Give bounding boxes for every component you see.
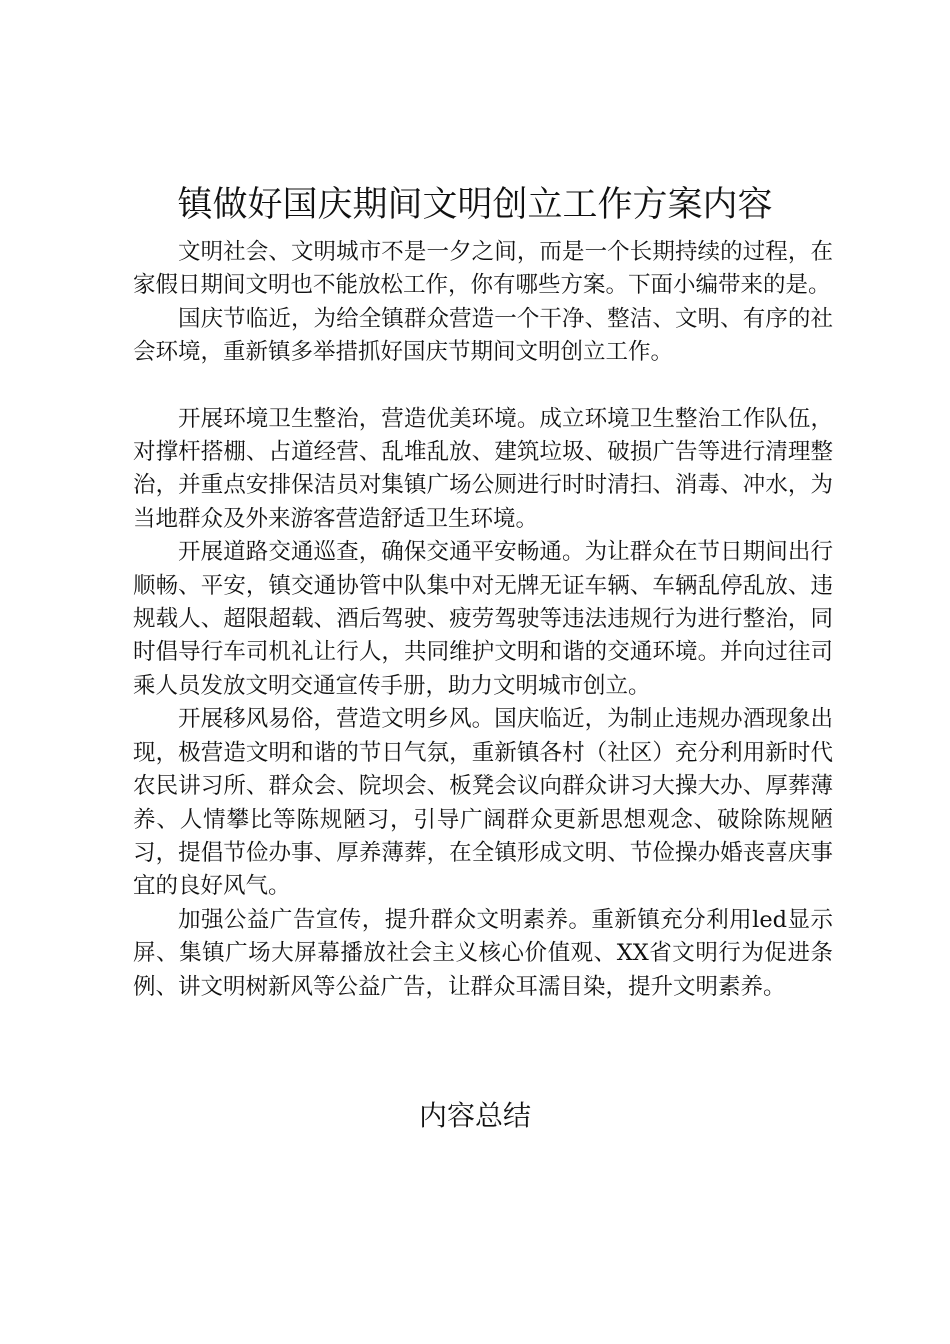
document-body [133, 236, 833, 1004]
paragraph-customs: 开展移风易俗，营造文明乡风。国庆临近，为制止违规办酒现象出现，极营造文明和谐的节日气氛，重新镇各村（社区）充分利用新时代农民讲习所、群众会、院坝会、板凳会议向群众讲习大操大办、厚葬薄养、人情攀比等陈规陋习，引导广阔群众更新思想观念、破除陈规陋习，提倡节俭办事、厚养薄葬，在全镇形成文明、节俭操办婚丧喜庆事宜的良好风气。 [133, 706, 833, 900]
paragraph-publicity: 加强公益广告宣传，提升群众文明素养。重新镇充分利用led显示屏、集镇广场大屏幕播放社会主义核心价值观、XX省文明行为促进条例、讲文明树新风等公益广告，让群众耳濡目染，提升文明素养。 [133, 906, 833, 1000]
paragraph-traffic: 开展道路交通巡查，确保交通平安畅通。为让群众在节日期间出行顺畅、平安，镇交通协管中队集中对无牌无证车辆、车辆乱停乱放、违规载人、超限超载、酒后驾驶、疲劳驾驶等违法违规行为进行整治，同时倡导行车司机礼让行人，共同维护文明和谐的交通环境。并向过往司乘人员发放文明交通宣传手册，助力文明城市创立。 [133, 539, 833, 699]
document-title: 镇做好国庆期间文明创立工作方案内容 [177, 185, 773, 225]
summary-heading: 内容总结 [418, 1099, 531, 1132]
paragraph-overview: 国庆节临近，为给全镇群众营造一个干净、整洁、文明、有序的社会环境，重新镇多举措抓好国庆节期间文明创立工作。 [133, 305, 833, 366]
paragraph-intro: 文明社会、文明城市不是一夕之间，而是一个长期持续的过程，在家假日期间文明也不能放松工作，你有哪些方案。下面小编带来的是。 [133, 239, 833, 299]
paragraph-spacer [133, 370, 833, 403]
paragraph-environment: 开展环境卫生整治，营造优美环境。成立环境卫生整治工作队伍，对撑杆搭棚、占道经营、乱堆乱放、建筑垃圾、破损广告等进行清理整治，并重点安排保洁员对集镇广场公厕进行时时清扫、消毒、冲水，为当地群众及外来游客营造舒适卫生环境。 [133, 405, 833, 532]
